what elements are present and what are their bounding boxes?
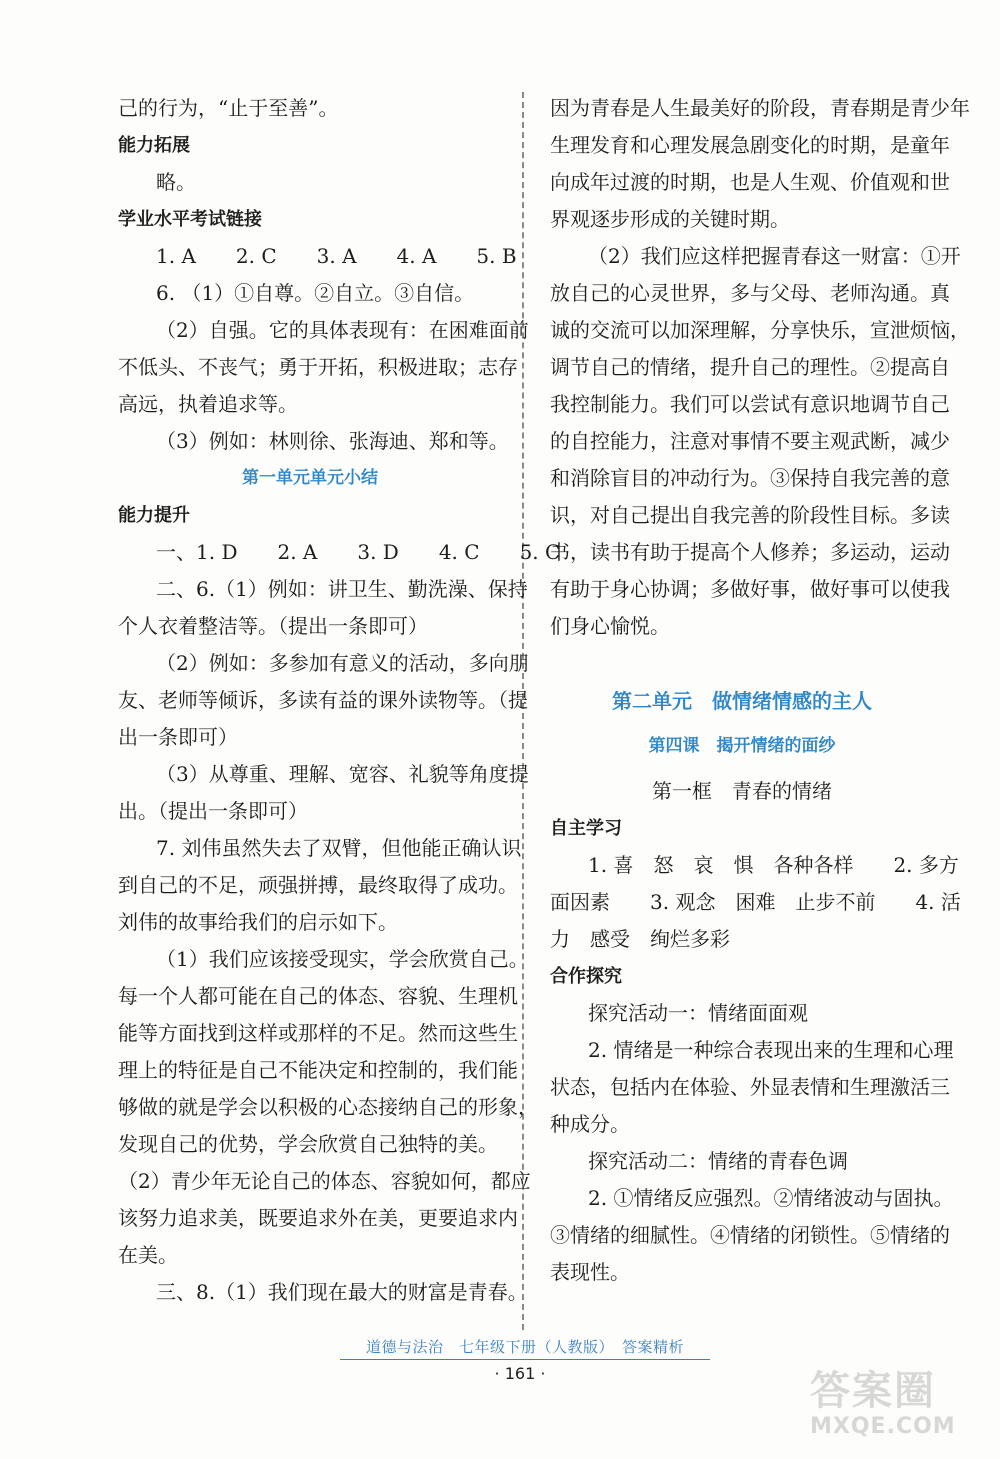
answer-line: 和消除盲目的冲动行为。③保持自我完善的意 — [550, 466, 950, 490]
answer-line: 2. ①情绪反应强烈。②情绪波动与固执。 — [588, 1186, 954, 1210]
answer-line: 高远，执着追求等。 — [118, 392, 298, 416]
spacer — [550, 765, 934, 773]
right-column — [550, 90, 970, 1291]
answer-line: （2）例如：多参加有意义的活动，多向朋 — [156, 651, 529, 675]
book-title-footer: 道德与法治 七年级下册（人教版） 答案精析 — [340, 1336, 710, 1360]
multiple-choice-answers: 一、1. D 2. A 3. D 4. C 5. C — [156, 540, 561, 564]
watermark-text-en: MXQE.COM — [810, 1414, 956, 1439]
answer-line: 略。 — [156, 170, 196, 194]
frame-title: 第一框 青春的情绪 — [652, 779, 832, 803]
spacer — [550, 720, 934, 728]
answer-line: 诚的交流可以加深理解，分享快乐，宣泄烦恼， — [550, 318, 970, 342]
answer-line: 2. 情绪是一种综合表现出来的生理和心理 — [588, 1038, 954, 1062]
site-watermark — [810, 1368, 990, 1452]
section-heading: 合作探究 — [550, 966, 622, 987]
answer-line: 表现性。 — [550, 1260, 630, 1284]
left-column — [118, 90, 561, 1311]
answer-line: （3）从尊重、理解、宽容、礼貌等角度提 — [156, 762, 529, 786]
answer-line: 因为青春是人生最美好的阶段，青春期是青少年 — [550, 96, 970, 120]
answer-line: 在美。 — [118, 1243, 178, 1267]
answer-line: 状态，包括内在体验、外显表情和生理激活三 — [550, 1075, 950, 1099]
lesson-title: 第四课 揭开情绪的面纱 — [648, 736, 836, 756]
answer-line: 6. （1）①自尊。②自立。③自信。 — [156, 281, 475, 305]
page-number: · 161 · — [494, 1364, 546, 1383]
answer-line: （2）我们应这样把握青春这一财富：①开 — [588, 244, 961, 268]
answer-line: 向成年过渡的时期，也是人生观、价值观和世 — [550, 170, 950, 194]
answer-line: 我控制能力。我们可以尝试有意识地调节自己 — [550, 392, 950, 416]
answer-line: 够做的就是学会以积极的心态接纳自己的形象， — [118, 1095, 538, 1119]
answer-line: 每一个人都可能在自己的体态、容貌、生理机 — [118, 984, 518, 1008]
answer-line: （2）青少年无论自己的体态、容貌如何，都应 — [118, 1169, 531, 1193]
answer-line: 有助于身心协调；多做好事，做好事可以使我 — [550, 577, 950, 601]
answer-line: 二、6.（1）例如：讲卫生、勤洗澡、保持 — [156, 577, 528, 601]
unit-title: 第二单元 做情绪情感的主人 — [612, 689, 872, 713]
answer-line: 能等方面找到这样或那样的不足。然而这些生 — [118, 1021, 518, 1045]
answer-line: 放自己的心灵世界，多与父母、老师沟通。真 — [550, 281, 950, 305]
answer-line: ③情绪的细腻性。④情绪的闭锁性。⑤情绪的 — [550, 1223, 950, 1247]
answer-line: 探究活动二：情绪的青春色调 — [588, 1149, 848, 1173]
answer-line: 1. 喜 怒 哀 惧 各种各样 2. 多方 — [588, 853, 959, 877]
section-heading: 学业水平考试链接 — [118, 209, 262, 230]
answer-line: 们身心愉悦。 — [550, 614, 670, 638]
answer-line: 探究活动一：情绪面面观 — [588, 1001, 808, 1025]
answer-line: 面因素 3. 观念 困难 止步不前 4. 活 — [550, 890, 961, 914]
answer-line: 7. 刘伟虽然失去了双臂，但他能正确认识 — [156, 836, 522, 860]
answer-line: （3）例如：林则徐、张海迪、郑和等。 — [156, 429, 509, 453]
answer-line: 调节自己的情绪，提升自己的理性。②提高自 — [550, 355, 950, 379]
unit-summary-title: 第一单元单元小结 — [242, 468, 378, 488]
answer-line: 生理发育和心理发展急剧变化的时期，是童年 — [550, 133, 950, 157]
multiple-choice-answers: 1. A 2. C 3. A 4. A 5. B — [156, 244, 517, 268]
answer-line: （2）自强。它的具体表现有：在困难面前 — [156, 318, 529, 342]
answer-line: 到自己的不足，顽强拼搏，最终取得了成功。 — [118, 873, 518, 897]
answer-line: 不低头、不丧气；勇于开拓，积极进取；志存 — [118, 355, 518, 379]
section-heading: 自主学习 — [550, 818, 622, 839]
answer-line: 出一条即可） — [118, 725, 238, 749]
answer-line: 书，读书有助于提高个人修养；多运动，运动 — [550, 540, 950, 564]
spacer — [550, 645, 934, 683]
answer-line: 的自控能力，注意对事情不要主观武断，减少 — [550, 429, 950, 453]
answer-line: 出。（提出一条即可） — [118, 799, 308, 823]
answer-line: 界观逐步形成的关键时期。 — [550, 207, 790, 231]
answer-line: 刘伟的故事给我们的启示如下。 — [118, 910, 398, 934]
answer-line: 该努力追求美，既要追求外在美，更要追求内 — [118, 1206, 518, 1230]
answer-line: 三、8.（1）我们现在最大的财富是青春。 — [156, 1280, 528, 1304]
section-heading: 能力提升 — [118, 505, 190, 526]
answer-line: （1）我们应该接受现实，学会欣赏自己。 — [156, 947, 529, 971]
answer-line: 己的行为，“止于至善”。 — [118, 96, 339, 120]
section-heading: 能力拓展 — [118, 135, 190, 156]
answer-line: 个人衣着整洁等。（提出一条即可） — [118, 614, 428, 638]
answer-line: 理上的特征是自己不能决定和控制的，我们能 — [118, 1058, 518, 1082]
answer-line: 友、老师等倾诉，多读有益的课外读物等。（提 — [118, 688, 528, 712]
answer-line: 识，对自己提出自我完善的阶段性目标。多读 — [550, 503, 950, 527]
watermark-text-cn: 答案圈 — [810, 1368, 936, 1414]
answer-line: 力 感受 绚烂多彩 — [550, 927, 730, 951]
answer-line: 发现自己的优势，学会欣赏自己独特的美。 — [118, 1132, 498, 1156]
answer-line: 种成分。 — [550, 1112, 630, 1136]
